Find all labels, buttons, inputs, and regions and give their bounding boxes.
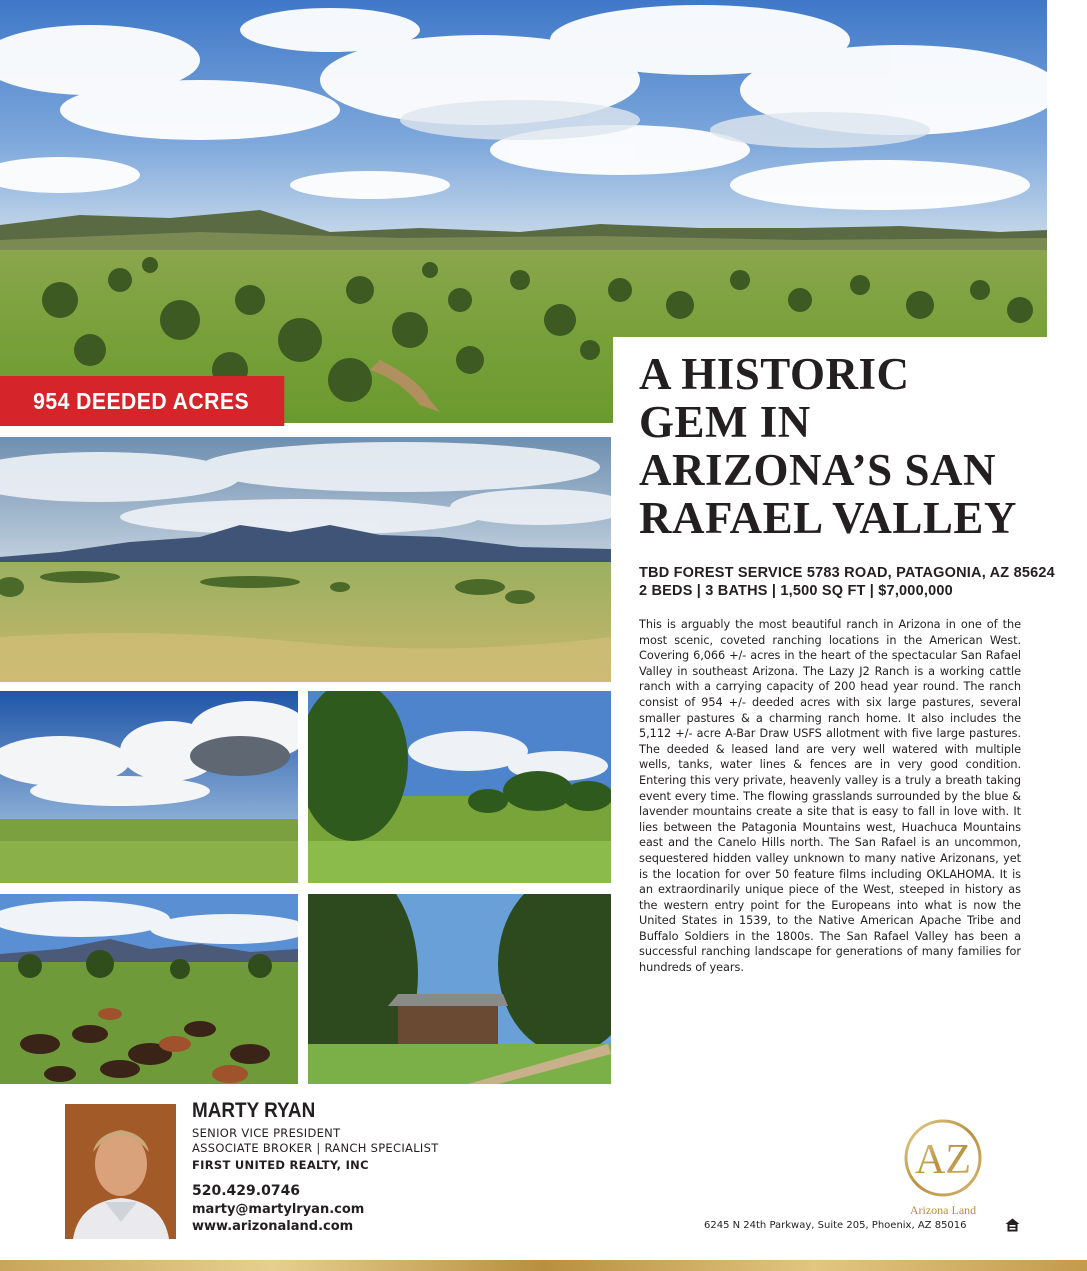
headline-line-4: RAFAEL VALLEY: [639, 493, 1017, 543]
headline: [639, 350, 1079, 542]
arizona-land-logo: [893, 1118, 993, 1218]
listing-specs: 2 BEDS | 3 BATHS | 1,500 SQ FT | $7,000,000: [639, 583, 953, 599]
agent-name: MARTY RYAN: [192, 1099, 316, 1122]
agent-subtitle: ASSOCIATE BROKER | RANCH SPECIALIST: [192, 1141, 439, 1155]
headline-line-3: ARIZONA’S SAN: [639, 445, 996, 495]
agent-title: SENIOR VICE PRESIDENT: [192, 1126, 341, 1140]
photo-trees-meadow: [308, 691, 611, 883]
footer-address: 6245 N 24th Parkway, Suite 205, Phoenix, AZ 85016: [704, 1220, 967, 1231]
headline-line-1: A HISTORIC: [639, 349, 910, 399]
agent-photo: [65, 1104, 176, 1239]
photo-ranch-home: [308, 894, 611, 1084]
agent-email-link[interactable]: marty@martylryan.com: [192, 1202, 365, 1217]
agent-website-link[interactable]: www.arizonaland.com: [192, 1219, 354, 1234]
listing-description: This is arguably the most beautiful ranch in Arizona in one of the most scenic, coveted ranching locations in the American West. Covering 6,066 +/- acres in the heart of the spectacular San Rafael Valley in southeast Arizona. The Lazy J2 Ranch is a working cattle ranch with a carrying capacity of 200 head year round. The ranch consist of 954 +/- deeded acres with six large pastures, several smaller pastures & a charming ranch home. It also includes the 5,112 +/- acre A-Bar Draw USFS allotment with five large pastures. The deeded & leased land are very well watered with multiple wells, tanks, water lines & fences are in very good condition. Entering this very private, heavenly valley is a truly a breath taking event every time. The flowing grasslands surrounded by the blue & lavender mountains create a site that is easy to fall in love with. It lies between the Patagonia Mountains west, Huachuca Mountains east and the Canelo Hills north. The San Rafael is an uncommon, sequestered hidden valley unknown to many native Arizonans, yet is the location for over 50 feature films including OKLAHOMA. It is an extraordinarily unique piece of the West, steeped in history as the western entry point for the Europeans into what is now the United States in 1539, to the Native American Apache Tribe and Buffalo Soldiers in the 1800s. The San Rafael Valley has been a successful ranching landscape for generations of many families for hundreds of years.: [639, 618, 1021, 975]
logo-monogram: AZ: [915, 1137, 971, 1183]
acres-banner: 954 DEEDED ACRES: [0, 376, 284, 426]
gold-footer-band: [0, 1260, 1087, 1271]
headline-line-2: GEM IN: [639, 397, 811, 447]
agent-phone[interactable]: 520.429.0746: [192, 1183, 301, 1199]
logo-caption: Arizona Land: [909, 1203, 977, 1217]
equal-housing-opportunity-icon: [1005, 1218, 1020, 1232]
agent-company: FIRST UNITED REALTY, INC: [192, 1158, 369, 1172]
photo-grassland-mountains: [0, 437, 611, 682]
photo-cattle-herd: [0, 894, 298, 1084]
photo-clouds-pasture: [0, 691, 298, 883]
listing-address: TBD FOREST SERVICE 5783 ROAD, PATAGONIA, AZ 85624: [639, 565, 1055, 581]
